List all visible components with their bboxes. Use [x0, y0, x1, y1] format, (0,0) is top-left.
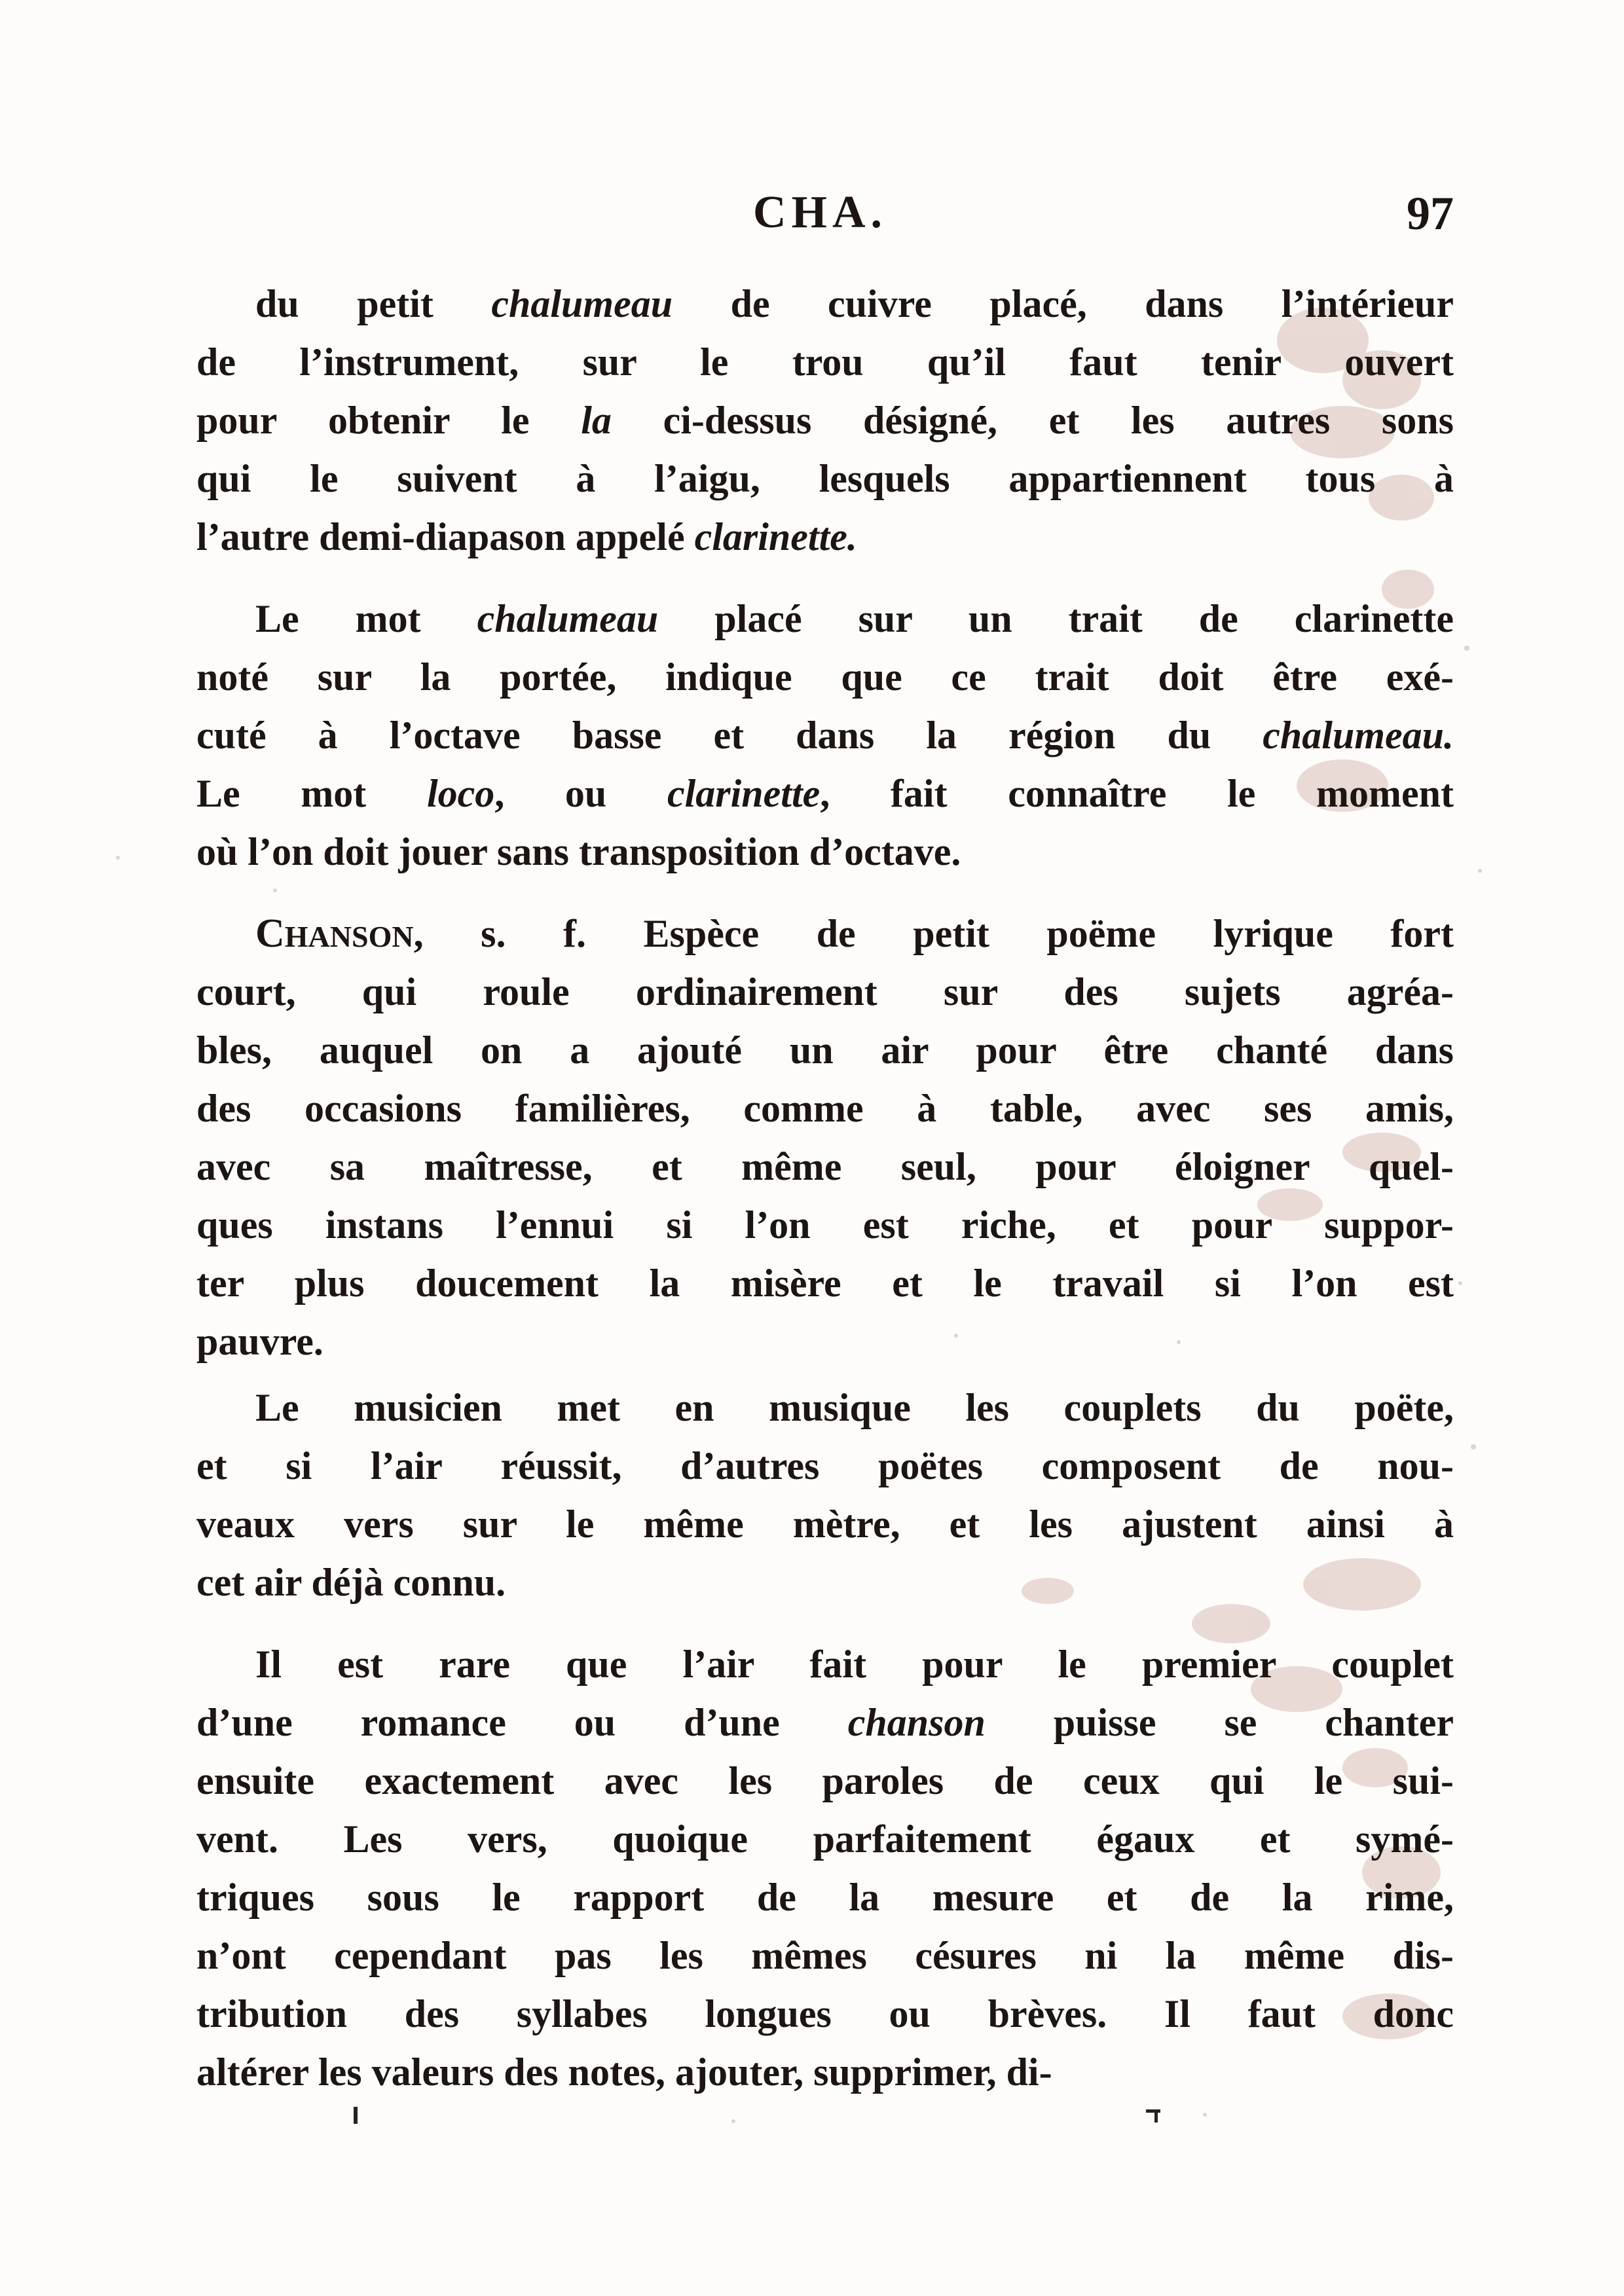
- italic-term: chalumeau: [477, 597, 659, 640]
- text-line: l’autre demi-diapason appelé clarinette.: [196, 515, 857, 558]
- cropped-next-line-fragments: [196, 2095, 1454, 2134]
- italic-term: la: [581, 399, 612, 442]
- paragraph: [196, 1635, 1454, 2102]
- text-line: d’une romance ou d’une chanson puisse se chanter: [196, 1701, 1454, 1744]
- paragraph-gap: [196, 1371, 1454, 1379]
- body-text: [196, 275, 1454, 2102]
- text-line: du petit chalumeau de cuivre placé, dans l’intérieur: [255, 282, 1454, 325]
- text-line: CHANSON, s. f. Espèce de petit poëme lyrique fort: [255, 911, 1454, 956]
- page-number: 97: [1407, 187, 1454, 240]
- text-line: vent. Les vers, quoique parfaitement égaux et symé-: [196, 1817, 1454, 1861]
- text-line: cuté à l’octave basse et dans la région du chalumeau.: [196, 714, 1454, 757]
- text-line: Le mot chalumeau placé sur un trait de clarinette: [255, 597, 1454, 640]
- text-line: de l’instrument, sur le trou qu’il faut tenir ouvert: [196, 340, 1454, 384]
- text-line: court, qui roule ordinairement sur des sujets agréa-: [196, 970, 1454, 1013]
- page-header: [196, 187, 1454, 259]
- paragraph: [196, 590, 1454, 881]
- text-line: cet air déjà connu.: [196, 1561, 506, 1604]
- italic-term: loco: [426, 772, 495, 815]
- text-line: pour obtenir le la ci-dessus désigné, et les autres sons: [196, 399, 1454, 442]
- text-line: ques instans l’ennui si l’on est riche, et pour suppor-: [196, 1203, 1454, 1247]
- paragraph: [196, 275, 1454, 566]
- text-line: tribution des syllabes longues ou brèves. Il faut donc: [196, 1992, 1454, 2035]
- paragraph: [196, 905, 1454, 1371]
- paragraph-gap: [196, 1612, 1454, 1635]
- running-head: CHA.: [753, 187, 888, 238]
- paragraph: [196, 1379, 1454, 1612]
- italic-term: chalumeau.: [1263, 714, 1454, 757]
- text-line: Le musicien met en musique les couplets du poëte,: [255, 1386, 1454, 1429]
- text-line: n’ont cependant pas les mêmes césures ni la même dis-: [196, 1934, 1454, 1977]
- paragraph-gap: [196, 566, 1454, 590]
- text-line: veaux vers sur le même mètre, et les ajustent ainsi à: [196, 1503, 1454, 1546]
- text-line: Il est rare que l’air fait pour le premier couplet: [255, 1643, 1454, 1686]
- text-line: Le mot loco, ou clarinette, fait connaître le moment: [196, 772, 1454, 815]
- paragraph-gap: [196, 881, 1454, 905]
- text-line: triques sous le rapport de la mesure et de la rime,: [196, 1876, 1454, 1919]
- text-line: altérer les valeurs des notes, ajouter, supprimer, di-: [196, 2050, 1052, 2094]
- italic-term: chalumeau: [491, 282, 673, 325]
- italic-term: clarinette.: [694, 515, 857, 558]
- italic-term: clarinette: [667, 772, 821, 815]
- italic-term: chanson: [847, 1701, 986, 1744]
- text-line: qui le suivent à l’aigu, lesquels appartiennent tous à: [196, 457, 1454, 500]
- text-line: avec sa maîtresse, et même seul, pour éloigner quel-: [196, 1145, 1454, 1188]
- text-line: où l’on doit jouer sans transposition d’octave.: [196, 830, 961, 873]
- text-line: ter plus doucement la misère et le travail si l’on est: [196, 1262, 1454, 1305]
- text-line: noté sur la portée, indique que ce trait doit être exé-: [196, 655, 1454, 699]
- text-line: ensuite exactement avec les paroles de ceux qui le sui-: [196, 1759, 1454, 1802]
- text-line: bles, auquel on a ajouté un air pour être chanté dans: [196, 1029, 1454, 1072]
- entry-headword: HANSON: [284, 920, 414, 953]
- text-line: des occasions familières, comme à table, avec ses amis,: [196, 1087, 1454, 1130]
- text-line: pauvre.: [196, 1320, 323, 1363]
- entry-headword-initial: C: [255, 911, 285, 956]
- text-line: et si l’air réussit, d’autres poëtes composent de nou-: [196, 1444, 1454, 1487]
